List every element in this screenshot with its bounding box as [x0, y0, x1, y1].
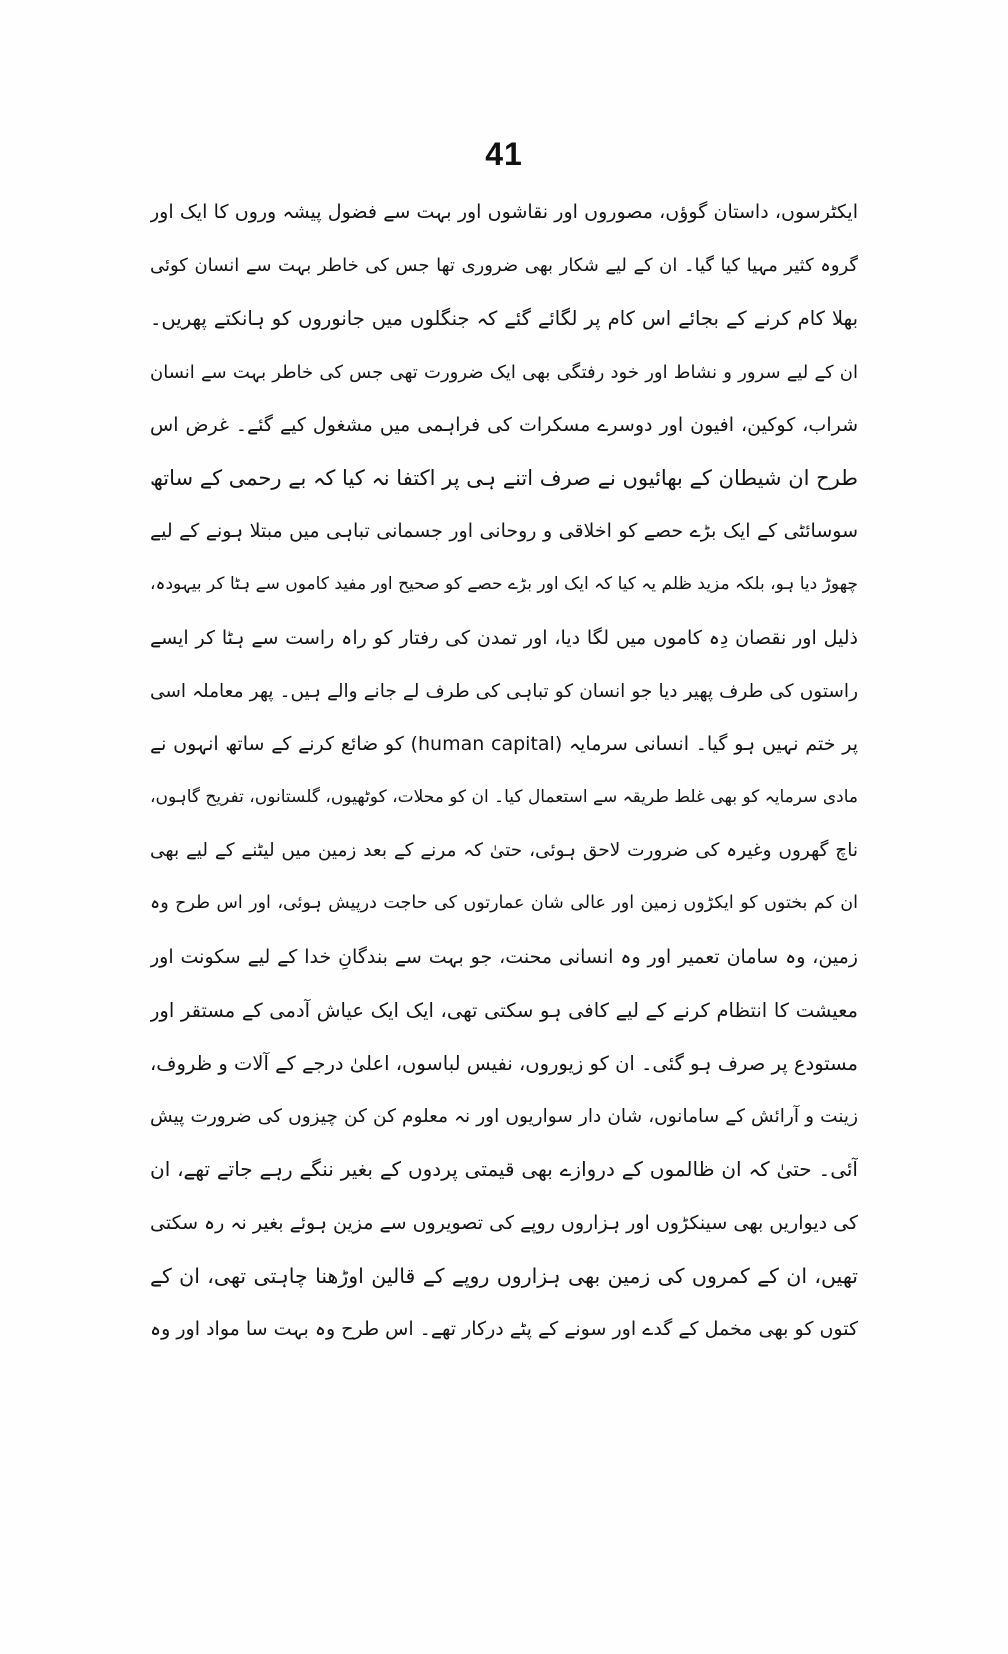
text-line: زمین، وہ سامان تعمیر اور وہ انسانی محنت، جو بہت سے بندگانِ خدا کے لیے سکونت اور: [150, 945, 858, 968]
text-line: راستوں کی طرف پھیر دیا جو انسان کو تباہی کی طرف لے جانے والے ہیں۔ پھر معاملہ اسی: [150, 680, 858, 702]
text-line: ان کے لیے سرور و نشاط اور خود رفتگی بھی ایک ضرورت تھی جس کی خاطر بہت سے انسان: [150, 361, 858, 383]
text-line: تھیں، ان کے کمروں کی زمین بھی ہزاروں روپے کے قالین اوڑھنا چاہتی تھی، ان کے: [150, 1263, 858, 1288]
text-line: طرح ان شیطان کے بھائیوں نے صرف اتنے ہی پر اکتفا نہ کیا کہ بے رحمی کے ساتھ: [150, 465, 858, 490]
text-line: ذلیل اور نقصان دِہ کاموں میں لگا دیا، اور تمدن کی رفتار کو راہ راست سے ہٹا کر ایسے: [150, 626, 858, 649]
text-line: ایکٹرسوں، داستان گوؤں، مصوروں اور نقاشوں اور بہت سے فضول پیشہ وروں کا ایک اور: [150, 201, 858, 223]
text-line: مادی سرمایہ کو بھی غلط طریقہ سے استعمال کیا۔ ان کو محلات، کوٹھیوں، گلستانوں، تفریح گاہوں،: [150, 787, 858, 808]
text-line: ناچ گھروں وغیرہ کی ضرورت لاحق ہوئی، حتیٰ کہ مرنے کے بعد زمین میں لیٹنے کے لیے بھی: [150, 840, 858, 862]
text-line: بھلا کام کرنے کے بجائے اس کام پر لگائے گئے کہ جنگلوں میں جانوروں کو ہانکتے پھریں۔: [150, 307, 858, 331]
text-line: گروہ کثیر مہیا کیا گیا۔ ان کے لیے شکار بھی ضروری تھا جس کی خاطر بہت سے انسان کوئی: [150, 255, 858, 277]
urdu-body-text: [150, 186, 858, 1356]
text-line: مستودع پر صرف ہو گئی۔ ان کو زیوروں، نفیس لباسوں، اعلیٰ درجے کے آلات و ظروف،: [150, 1052, 858, 1075]
text-line: کی دیواریں بھی سینکڑوں اور ہزاروں روپے کی تصویروں سے مزین ہوئے بغیر نہ رہ سکتی: [150, 1211, 858, 1234]
text-line: آئی۔ حتیٰ کہ ان ظالموں کے دروازے بھی قیمتی پردوں کے بغیر ننگے رہے جاتے تھے، ان: [150, 1157, 858, 1182]
text-line: زینت و آرائش کے سامانوں، شان دار سواریوں اور نہ معلوم کن کن چیزوں کی ضرورت پیش: [150, 1106, 858, 1128]
text-line: پر ختم نہیں ہو گیا۔ انسانی سرمایہ (human capital) کو ضائع کرنے کے ساتھ انہوں نے: [150, 732, 858, 755]
text-line: شراب، کوکین، افیون اور دوسرے مسکرات کی فراہمی میں مشغول کیے گئے۔ غرض اس: [150, 413, 858, 436]
text-line: معیشت کا انتظام کرنے کے لیے کافی ہو سکتی تھی، ایک ایک عیاش آدمی کے مستقر اور: [150, 998, 858, 1022]
text-line: کتوں کو بھی مخمل کے گدے اور سونے کے پٹے درکار تھے۔ اس طرح وہ بہت سا مواد اور وہ: [150, 1317, 858, 1340]
text-line: ان کم بختوں کو ایکڑوں زمین اور عالی شان عمارتوں کی حاجت درپیش ہوئی، اور اس طرح وہ: [150, 893, 858, 914]
page-number: 41: [485, 136, 523, 172]
text-line: سوسائٹی کے ایک بڑے حصے کو اخلاقی و روحانی اور جسمانی تباہی میں مبتلا ہونے کے لیے: [150, 520, 858, 543]
text-line: چھوڑ دیا ہو، بلکہ مزید ظلم یہ کیا کہ ایک اور بڑے حصے کو صحیح اور مفید کاموں سے ہٹا کر بیہودہ،: [150, 574, 858, 595]
